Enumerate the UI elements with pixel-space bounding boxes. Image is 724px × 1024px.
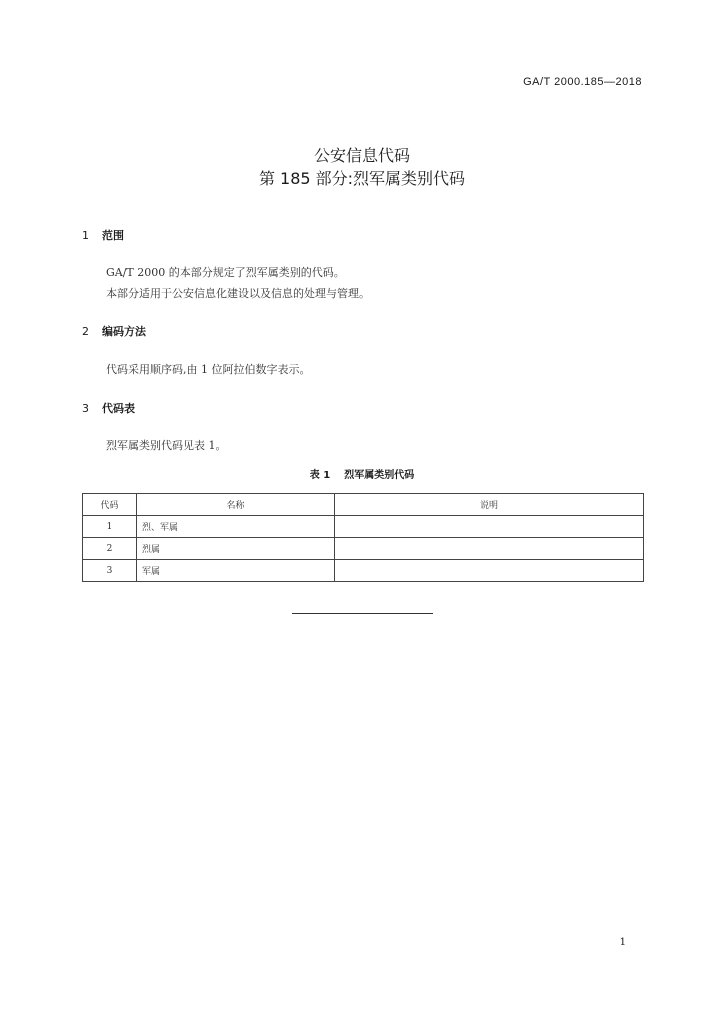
section-heading-method (82, 323, 146, 339)
cell-code: 1 (83, 516, 137, 538)
section-heading-code-table (82, 400, 135, 416)
table-row (83, 516, 644, 538)
section-number: 2 (82, 325, 89, 338)
section-title: 编码方法 (102, 325, 146, 338)
section-heading-scope (82, 227, 124, 243)
code-table (82, 493, 644, 582)
header-description: 说明 (335, 494, 644, 516)
table-reference-paragraph: 烈军属类别代码见表 1。 (106, 439, 227, 452)
cell-description (335, 516, 644, 538)
cell-description (335, 538, 644, 560)
section-number: 1 (82, 229, 89, 242)
cell-name: 烈、军属 (137, 516, 335, 538)
table-caption-label: 表 1 (309, 470, 331, 481)
section-title: 代码表 (102, 402, 135, 415)
table-header-row (83, 494, 644, 516)
scope-paragraph-2: 本部分适用于公安信息化建设以及信息的处理与管理。 (106, 287, 370, 300)
table-caption-title: 烈军属类别代码 (344, 470, 415, 481)
scope-paragraph-1: GA/T 2000 的本部分规定了烈军属类别的代码。 (106, 266, 345, 279)
section-title: 范围 (102, 229, 124, 242)
cell-name: 烈属 (137, 538, 335, 560)
table-row (83, 560, 644, 582)
page-number: 1 (619, 937, 626, 948)
cell-code: 3 (83, 560, 137, 582)
section-number: 3 (82, 402, 89, 415)
document-subtitle: 第 185 部分:烈军属类别代码 (258, 169, 466, 188)
document-title: 公安信息代码 (313, 146, 410, 165)
method-paragraph: 代码采用顺序码,由 1 位阿拉伯数字表示。 (106, 363, 311, 376)
header-name: 名称 (137, 494, 335, 516)
end-of-document-line (292, 613, 433, 614)
cell-name: 军属 (137, 560, 335, 582)
cell-description (335, 560, 644, 582)
table-row (83, 538, 644, 560)
header-code: 代码 (83, 494, 137, 516)
cell-code: 2 (83, 538, 137, 560)
table-caption (0, 466, 724, 481)
standard-number: GA/T 2000.185—2018 (523, 76, 642, 88)
